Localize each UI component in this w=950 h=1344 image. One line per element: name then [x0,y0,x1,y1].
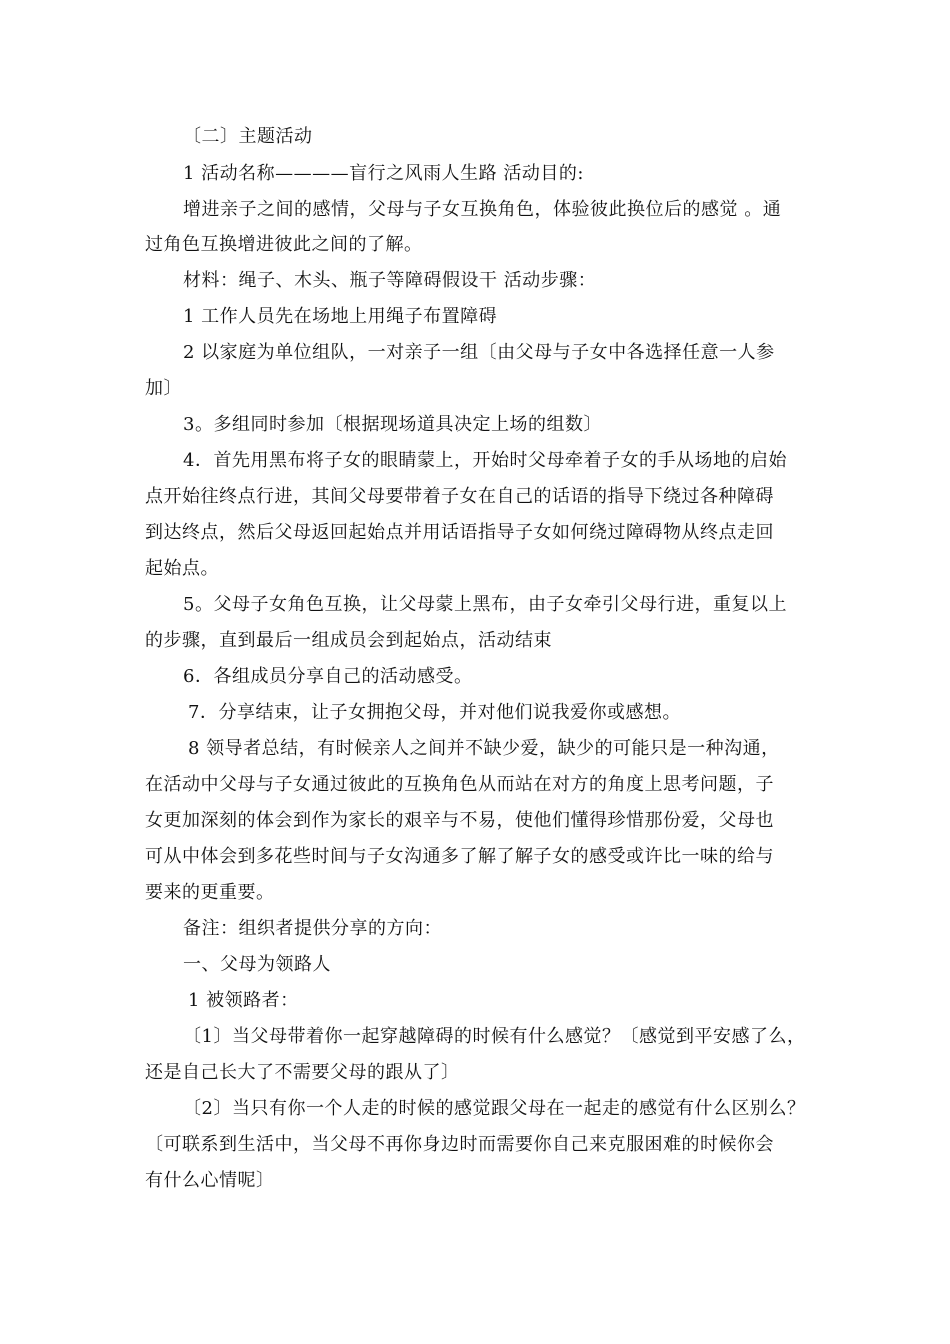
step-line: 3。多组同时参加〔根据现场道具决定上场的组数〕 [183,414,602,435]
step-line: 2 以家庭为单位组队，一对亲子一组〔由父母与子女中各选择任意一人参 [183,342,775,363]
step-line: 7．分享结束，让子女拥抱父母，并对他们说我爱你或感想。 [188,702,681,723]
paragraph-line: 〔可联系到生活中，当父母不再你身边时而需要你自己来克服困难的时候你会 [145,1134,774,1155]
step-line: 6．各组成员分享自己的活动感受。 [183,666,473,687]
question-line: 〔1〕当父母带着你一起穿越障碍的时候有什么感觉？〔感觉到平安感了么， [183,1026,806,1047]
step-line: 4．首先用黑布将子女的眼睛蒙上，开始时父母牵着子女的手从场地的启始 [183,450,787,471]
step-line: 5。父母子女角色互换，让父母蒙上黑布，由子女牵引父母行进，重复以上 [183,594,787,615]
step-line: 1 工作人员先在场地上用绳子布置障碍 [183,306,498,327]
step-line: 8 领导者总结，有时候亲人之间并不缺少爱，缺少的可能只是一种沟通， [188,738,780,759]
paragraph-line: 有什么心情呢〕 [145,1170,275,1191]
paragraph-line: 点开始往终点行进，其间父母要带着子女在自己的话语的指导下绕过各种障碍 [145,486,774,507]
paragraph-line: 加〕 [145,378,182,399]
section-heading: 〔二〕主题活动 [183,126,313,147]
subheading-line: 1 被领路者： [188,990,299,1011]
question-line: 〔2〕当只有你一个人走的时候的感觉跟父母在一起走的感觉有什么区别么？ [183,1098,806,1119]
note-line: 备注：组织者提供分享的方向： [183,918,442,939]
paragraph-line: 起始点。 [145,558,219,579]
paragraph-line: 在活动中父母与子女通过彼此的互换角色从而站在对方的角度上思考问题，子 [145,774,774,795]
subheading-line: 一、父母为领路人 [183,954,331,975]
paragraph-line: 女更加深刻的体会到作为家长的艰辛与不易，使他们懂得珍惜那份爱，父母也 [145,810,774,831]
paragraph-line: 的步骤，直到最后一组成员会到起始点，活动结束 [145,630,552,651]
paragraph-line: 增进亲子之间的感情，父母与子女互换角色，体验彼此换位后的感觉 。通 [183,199,782,220]
activity-name-line: 1 活动名称————盲行之风雨人生路 活动目的: [183,163,584,184]
paragraph-line: 到达终点，然后父母返回起始点并用话语指导子女如何绕过障碍物从终点走回 [145,522,774,543]
paragraph-line: 要来的更重要。 [145,882,275,903]
paragraph-line: 过角色互换增进彼此之间的了解。 [145,234,423,255]
materials-line: 材料：绳子、木头、瓶子等障碍假设干 活动步骤： [183,270,597,291]
paragraph-line: 还是自己长大了不需要父母的跟从了〕 [145,1062,460,1083]
paragraph-line: 可从中体会到多花些时间与子女沟通多了解了解子女的感受或许比一味的给与 [145,846,774,867]
